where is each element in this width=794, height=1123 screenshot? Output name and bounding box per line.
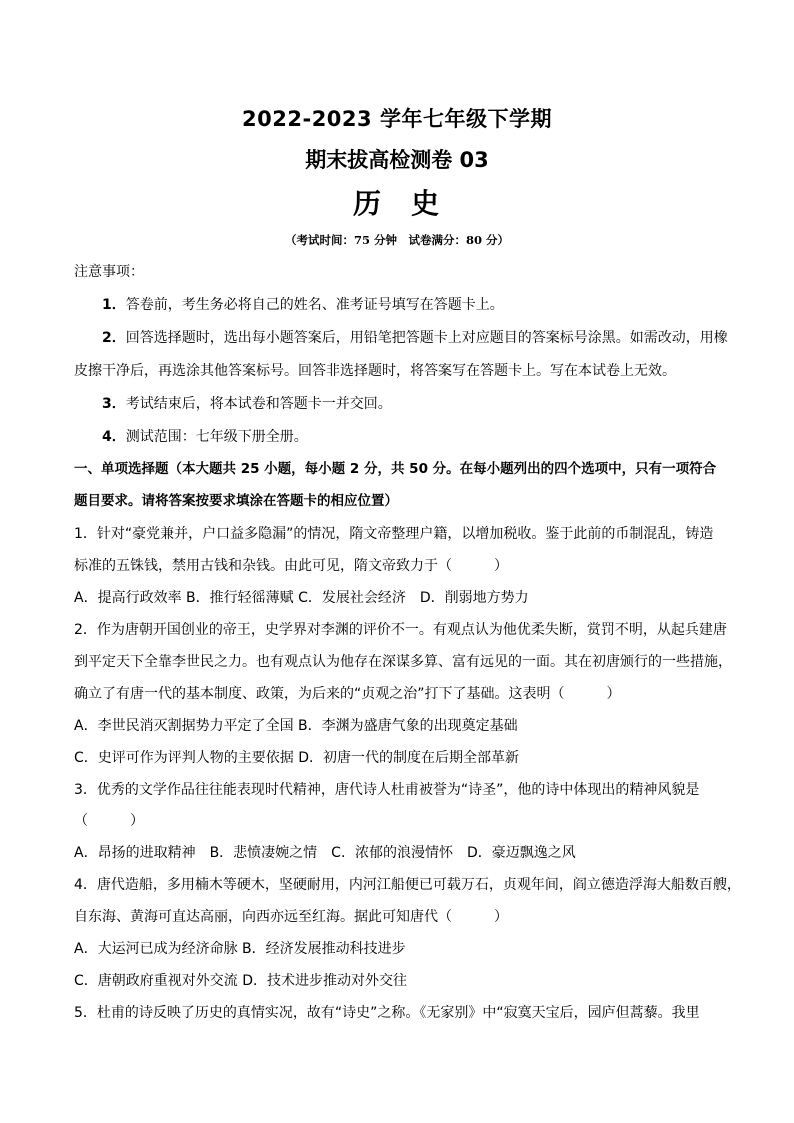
question-3-line: 3．优秀的文学作品往往能表现时代精神，唐代诗人杜甫被誉为“诗圣”，他的诗中体现出的精神风貌是 <box>74 782 700 798</box>
notice-item-number: 1． <box>102 297 126 313</box>
subject-char-1: 历 <box>352 187 383 220</box>
question-1-options: A．提高行政效率 B．推行轻徭薄赋 C．发展社会经济 D．削弱地方势力 <box>74 590 529 606</box>
question-2-line: 到平定天下全靠李世民之力。也有观点认为他存在深谋多算、富有远见的一面。其在初唐颁行的一些措施， <box>74 654 732 670</box>
question-2-line: 确立了有唐一代的基本制度、政策，为后来的“贞观之治”打下了基础。这表明（ ） <box>74 686 621 702</box>
notice-item-1 <box>102 295 724 315</box>
question-4-line: 4．唐代造船，多用楠木等硬木，坚硬耐用，内河江船便已可载万石，贞观年间，阎立德造浮海大船数百艘， <box>74 877 741 893</box>
question-4-options: A．大运河已成为经济命脉 B．经济发展推动科技进步 <box>74 941 406 957</box>
question-1-line: 1．针对“豪党兼并，户口益多隐漏”的情况，隋文帝整理户籍，以增加税收。鉴于此前的币制混乱，铸造 <box>74 526 714 542</box>
notice-item-number: 2． <box>102 330 126 346</box>
notice-item-number: 4． <box>102 429 126 445</box>
notice-item-4 <box>102 427 724 447</box>
question-5-line: 5．杜甫的诗反映了历史的真情实况，故有“诗史”之称。《无家别》中“寂寞天宝后，园庐但蒿藜。我里 <box>74 1005 700 1021</box>
notice-item-text: 测试范围：七年级下册全册。 <box>125 429 308 445</box>
question-2-options: A．李世民消灭割据势力平定了全国 B．李渊为盛唐气象的出现奠定基础 <box>74 718 518 734</box>
notice-item-2-cont: 皮擦干净后，再选涂其他答案标号。回答非选择题时，将答案写在答题卡上。写在本试卷上无效。 <box>74 363 676 379</box>
notice-item-text: 回答选择题时，选出每小题答案后，用铅笔把答题卡上对应题目的答案标号涂黑。如需改动，用橡 <box>125 330 728 346</box>
subject-char-2: 史 <box>411 187 442 220</box>
notice-item-3 <box>102 394 724 414</box>
exam-title-line2: 期末拔高检测卷 03 <box>305 148 489 172</box>
exam-info: （考试时间：75 分钟 试卷满分：80 分） <box>284 233 509 247</box>
subject-title <box>0 182 794 222</box>
exam-title-line1: 2022-2023 学年七年级下学期 <box>242 107 552 131</box>
notice-item-text: 考试结束后，将本试卷和答题卡一并交回。 <box>125 396 392 412</box>
notice-item-number: 3． <box>102 396 126 412</box>
notice-item-2 <box>102 328 728 348</box>
question-4-line: 自东海、黄海可直达高丽，向西亦远至红海。据此可知唐代（ ） <box>74 909 508 925</box>
section-heading: 一、单项选择题（本大题共 25 小题，每小题 2 分，共 50 分。在每小题列出的四个选项中，只有一项符合 <box>74 461 717 477</box>
question-3-line: （ ） <box>74 813 144 829</box>
notice-heading: 注意事项： <box>74 264 144 280</box>
question-2-line: 2．作为唐朝开国创业的帝王，史学界对李渊的评价不一。有观点认为他优柔失断，赏罚不明，从起兵建唐 <box>74 622 727 638</box>
question-4-options: C．唐朝政府重视对外交流 D．技术进步推动对外交往 <box>74 973 408 989</box>
section-heading-cont: 题目要求。请将答案按要求填涂在答题卡的相应位置） <box>74 493 398 509</box>
question-2-options: C．史评可作为评判人物的主要依据 D．初唐一代的制度在后期全部革新 <box>74 750 520 766</box>
question-3-options: A．昂扬的进取精神 B．悲愤凄婉之情 C．浓郁的浪漫情怀 D．豪迈飘逸之风 <box>74 845 576 861</box>
notice-item-text: 答卷前，考生务必将自己的姓名、准考证号填写在答题卡上。 <box>125 297 504 313</box>
question-1-line: 标准的五铢钱，禁用古钱和杂钱。由此可见，隋文帝致力于（ ） <box>74 558 508 574</box>
